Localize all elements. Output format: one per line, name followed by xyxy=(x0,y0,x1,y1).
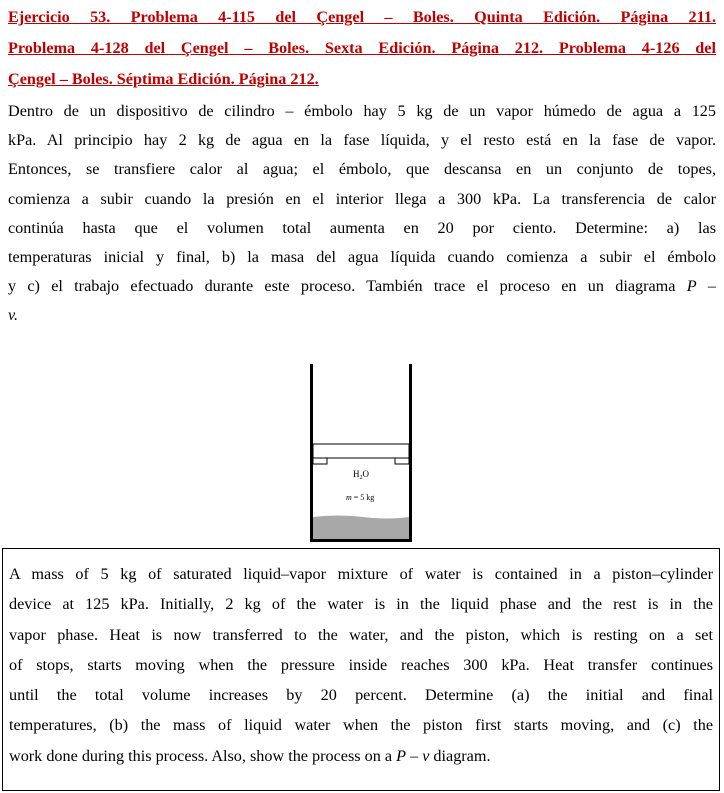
english-line-5: until the total volume increases by 20 percent. Determine (a) the initial and final xyxy=(9,686,713,705)
spanish-line-7 xyxy=(8,272,716,301)
heading-line-1: Ejercicio 53. Problema 4-115 del Çengel – Boles. Quinta Edición. Página 211. xyxy=(8,8,716,26)
english-line-7-tail: diagram. xyxy=(429,746,491,765)
exercise-heading xyxy=(8,2,716,95)
spanish-dash: – xyxy=(696,277,716,296)
spanish-line-5: continúa hasta que el volumen total aumenta en 20 por ciento. Determine: a) las xyxy=(8,218,716,237)
piston xyxy=(313,444,409,458)
english-line-1: A mass of 5 kg of saturated liquid–vapor mixture of water is contained in a piston–cylinder xyxy=(9,565,713,583)
mass-label: m = 5 kg xyxy=(346,493,375,502)
english-line-7-text: work done during this process. Also, show the process on a xyxy=(9,746,397,765)
spanish-problem-text xyxy=(8,97,716,331)
english-line-3: vapor phase. Heat is now transferred to the water, and the piston, which is resting on a set xyxy=(9,625,713,644)
english-problem-text xyxy=(9,559,713,771)
spanish-line-7-text: y c) el trabajo efectuado durante este proceso. También trace el proceso en un diagrama xyxy=(8,277,687,296)
english-problem-box xyxy=(2,548,720,791)
english-v-symbol: v xyxy=(422,746,430,765)
english-line-2: device at 125 kPa. Initially, 2 kg of the water is in the liquid phase and the rest is in the xyxy=(9,595,713,614)
spanish-p-symbol: P xyxy=(686,277,697,296)
english-line-4: of stops, starts moving when the pressure inside reaches 300 kPa. Heat transfer continues xyxy=(9,655,713,674)
substance-label: $H_2O$ xyxy=(353,469,369,481)
heading-line-2: Problema 4-128 del Çengel – Boles. Sexta Edición. Página 212. Problema 4-126 del xyxy=(8,39,716,57)
piston-cylinder-figure xyxy=(308,364,418,544)
spanish-line-8: v. xyxy=(8,306,19,325)
heading-line-3: Çengel – Boles. Séptima Edición. Página 212. xyxy=(8,70,319,88)
spanish-line-1: Dentro de un dispositivo de cilindro – émbolo hay 5 kg de un vapor húmedo de agua a 125 xyxy=(8,102,716,120)
spanish-line-3: Entonces, se transfiere calor al agua; el émbolo, que descansa en un conjunto de topes, xyxy=(8,160,716,179)
english-p-symbol: P xyxy=(396,746,406,765)
spanish-line-6: temperaturas inicial y final, b) la masa del agua líquida cuando comienza a subir el émbolo xyxy=(8,248,716,267)
stop-left xyxy=(313,458,327,464)
liquid-water xyxy=(313,516,409,540)
cylinder-bottom xyxy=(310,539,412,542)
stop-right xyxy=(395,458,409,464)
english-dash: – xyxy=(406,746,423,765)
english-line-7 xyxy=(9,741,713,771)
spanish-line-4: comienza a subir cuando la presión en el interior llega a 300 kPa. La transferencia de calor xyxy=(8,189,716,208)
english-line-6: temperatures, (b) the mass of liquid water when the piston first starts moving, and (c) the xyxy=(9,716,713,735)
spanish-line-2: kPa. Al principio hay 2 kg de agua en la fase líquida, y el resto está en la fase de vapor. xyxy=(8,131,716,150)
